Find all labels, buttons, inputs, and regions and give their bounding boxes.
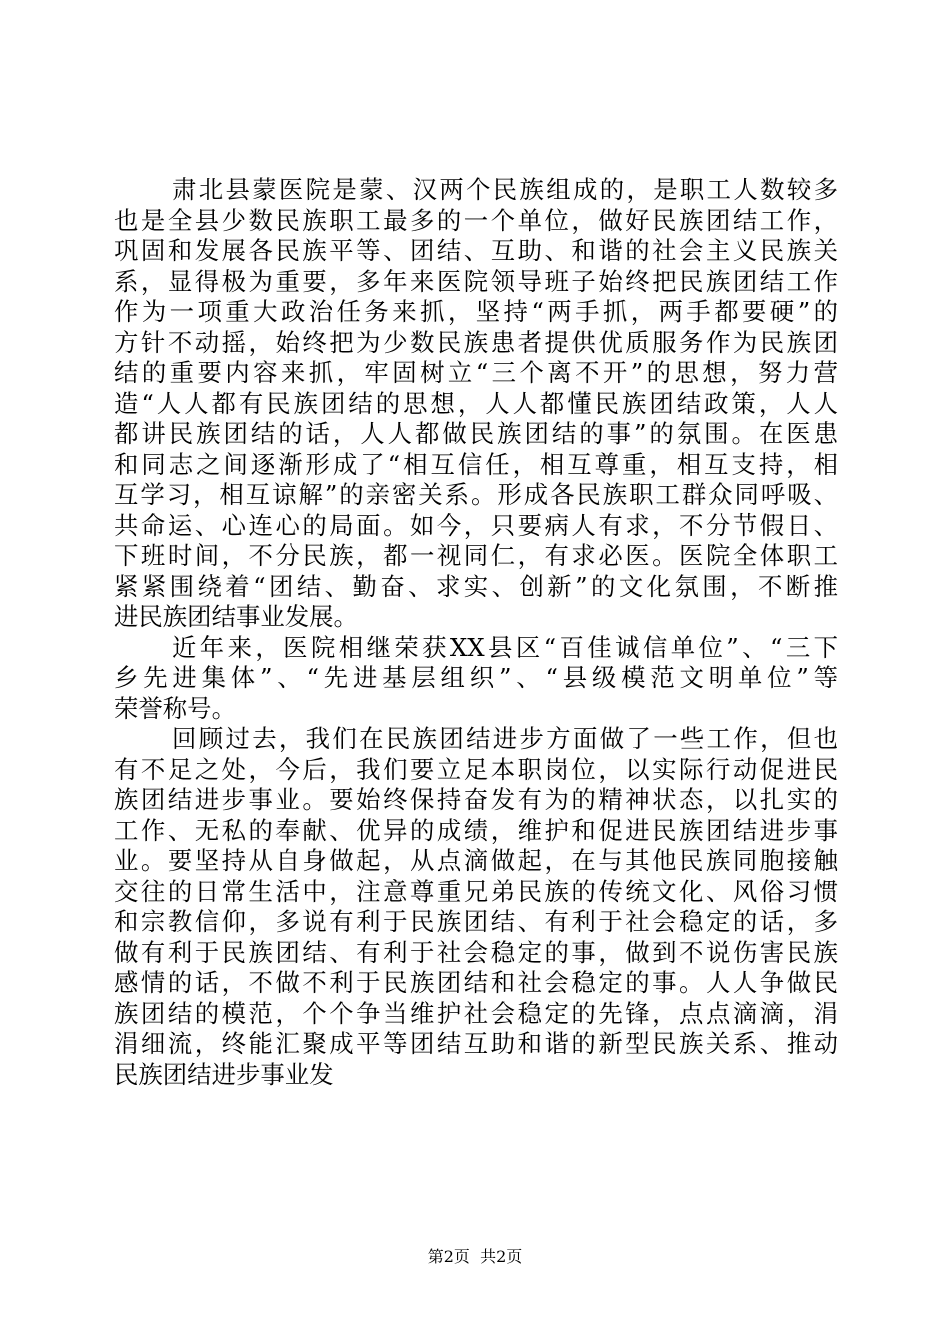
text-line: 有不足之处，今后，我们要立足本职岗位，以实际行动促进民 [114,754,838,784]
paragraph [114,724,838,1090]
text-line: 交往的日常生活中，注意尊重兄弟民族的传统文化、风俗习惯 [114,876,838,906]
page-number-footer: 第2页 共2页 [427,1247,523,1266]
text-line: 作为一项重大政治任务来抓，坚持“两手抓，两手都要硬”的 [114,297,838,326]
paragraph [114,175,838,633]
text-line: 下班时间，不分民族，都一视同仁，有求必医。医院全体职工 [114,541,838,570]
text-line: 和宗教信仰，多说有利于民族团结、有利于社会稳定的话，多 [114,907,838,936]
text-line: 族团结进步事业。要始终保持奋发有为的精神状态，以扎实的 [114,785,838,814]
text-line: 和同志之间逐渐形成了“相互信任，相互尊重，相互支持，相 [114,449,838,479]
text-line: 结的重要内容来抓，牢固树立“三个离不开”的思想，努力营 [114,358,838,387]
text-line: 进民族团结事业发展。 [114,602,358,631]
text-line: 互学习，相互谅解”的亲密关系。形成各民族职工群众同呼吸、 [114,480,838,509]
text-line: 工作、无私的奉献、优异的成绩，维护和促进民族团结进步事 [114,815,838,845]
text-line: 民族团结进步事业发 [114,1059,334,1089]
text-line: 近年来，医院相继荣获XX县区“百佳诚信单位”、“三下 [172,632,838,662]
text-line: 感情的话，不做不利于民族团结和社会稳定的事。人人争做民 [114,968,838,997]
text-line: 共命运、心连心的局面。如今，只要病人有求，不分节假日、 [114,510,838,540]
text-line: 方针不动摇，始终把为少数民族患者提供优质服务作为民族团 [114,327,838,357]
text-line: 系，显得极为重要，多年来医院领导班子始终把民族团结工作 [114,266,838,296]
text-line: 族团结的模范，个个争当维护社会稳定的先锋，点点滴滴，涓 [114,998,838,1028]
text-line: 都讲民族团结的话，人人都做民族团结的事”的氛围。在医患 [114,419,838,448]
text-line: 做有利于民族团结、有利于社会稳定的事，做到不说伤害民族 [114,937,838,967]
paragraph [114,633,838,725]
text-line: 紧紧围绕着“团结、勤奋、求实、创新”的文化氛围，不断推 [114,571,838,601]
text-line: 乡先进集体”、“先进基层组织”、“县级模范文明单位”等 [114,663,838,692]
text-line: 肃北县蒙医院是蒙、汉两个民族组成的，是职工人数较多 [172,175,838,204]
text-line: 也是全县少数民族职工最多的一个单位，做好民族团结工作， [114,205,838,235]
document-body [114,175,838,1090]
text-line: 巩固和发展各民族平等、团结、互助、和谐的社会主义民族关 [114,236,838,265]
text-line: 业。要坚持从自身做起，从点滴做起，在与其他民族同胞接触 [114,846,838,875]
text-line: 荣誉称号。 [114,693,236,723]
text-line: 涓细流，终能汇聚成平等团结互助和谐的新型民族关系、推动 [114,1029,838,1058]
text-line: 回顾过去，我们在民族团结进步方面做了一些工作，但也 [172,724,838,753]
text-line: 造“人人都有民族团结的思想，人人都懂民族团结政策，人人 [114,388,838,418]
